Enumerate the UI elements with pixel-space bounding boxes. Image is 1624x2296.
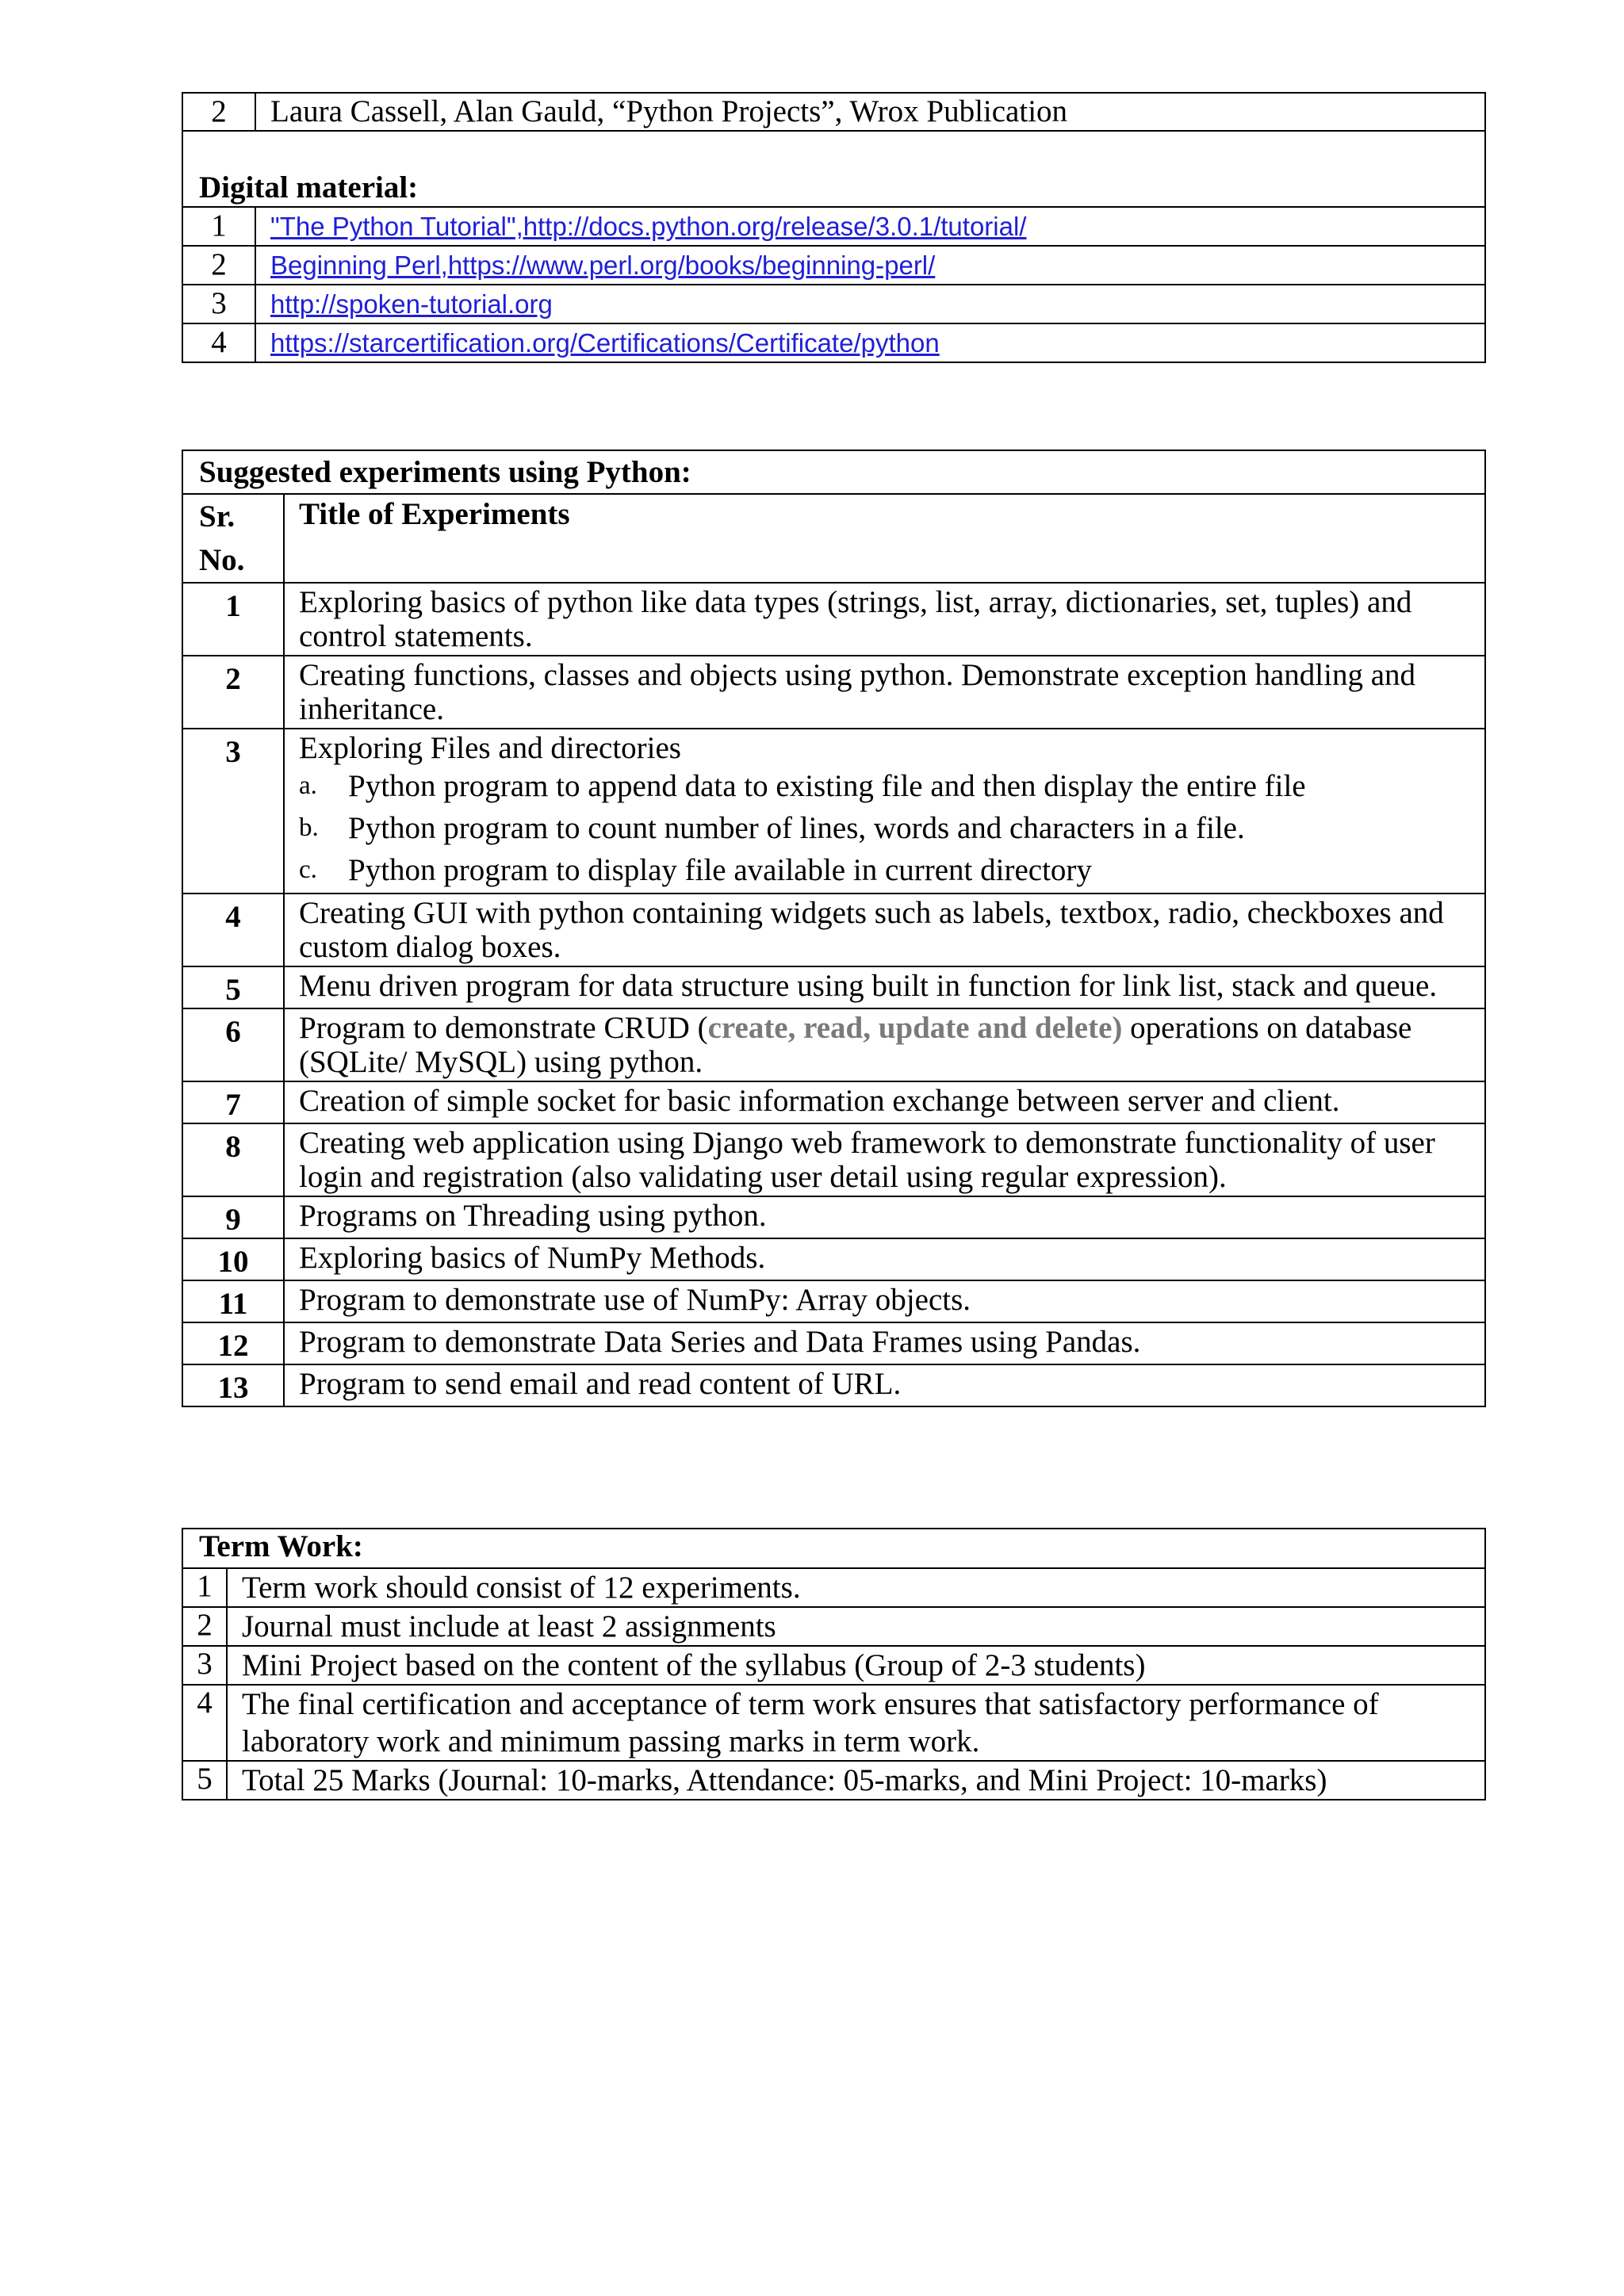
digital-material-row [182, 285, 1485, 323]
experiment-row [182, 656, 1485, 729]
experiment-title [284, 1008, 1485, 1081]
term-work-row [182, 1761, 1485, 1800]
experiment-title: Programs on Threading using python. [284, 1196, 1485, 1238]
experiment-number: 6 [182, 1008, 284, 1081]
experiment-row [182, 1196, 1485, 1238]
link-beginning-perl[interactable]: Beginning Perl,https://www.perl.org/books/beginning-perl/ [270, 251, 936, 280]
experiment-subitem [299, 765, 1470, 807]
term-work-number: 4 [182, 1685, 227, 1761]
references-table [182, 92, 1486, 363]
experiment-title: Creating web application using Django web framework to demonstrate functionality of user login and registration (also validating user detail using regular expression). [284, 1123, 1485, 1196]
experiment-number: 12 [182, 1322, 284, 1364]
subitem-text: Python program to count number of lines, words and characters in a file. [348, 811, 1245, 845]
term-work-row [182, 1646, 1485, 1685]
experiment-row [182, 1364, 1485, 1406]
experiment-number: 9 [182, 1196, 284, 1238]
link-spoken-tutorial[interactable]: http://spoken-tutorial.org [270, 289, 553, 319]
experiment-subitem [299, 849, 1470, 891]
reference-number: 2 [182, 93, 255, 131]
experiment-row [182, 1280, 1485, 1322]
experiment-title: Exploring Files and directories [299, 731, 681, 765]
experiment-title: Exploring basics of NumPy Methods. [284, 1238, 1485, 1280]
experiments-table [182, 450, 1486, 1407]
reference-text: Laura Cassell, Alan Gauld, “Python Projects”, Wrox Publication [255, 93, 1485, 131]
experiment-row [182, 583, 1485, 656]
experiment-number: 3 [182, 729, 284, 894]
link-starcertification[interactable]: https://starcertification.org/Certifications/Certificate/python [270, 328, 940, 358]
subitem-letter: b. [299, 813, 319, 842]
link-number: 2 [182, 246, 255, 285]
reference-row [182, 93, 1485, 131]
term-work-text: Journal must include at least 2 assignments [227, 1607, 1485, 1646]
digital-material-row [182, 207, 1485, 246]
term-work-heading: Term Work: [182, 1529, 1485, 1568]
experiment-number: 2 [182, 656, 284, 729]
term-work-text: Term work should consist of 12 experiments. [227, 1568, 1485, 1607]
experiment-number: 5 [182, 966, 284, 1008]
experiment-subitem [299, 807, 1470, 849]
link-number: 1 [182, 207, 255, 246]
experiments-column-header-row [182, 494, 1485, 583]
experiment-title: Program to send email and read content of URL. [284, 1364, 1485, 1406]
term-work-text: Total 25 Marks (Journal: 10-marks, Attendance: 05-marks, and Mini Project: 10-marks) [227, 1761, 1485, 1800]
term-work-number: 5 [182, 1761, 227, 1800]
experiment-row [182, 1123, 1485, 1196]
experiment-row [182, 729, 1485, 894]
experiment-row [182, 1322, 1485, 1364]
experiment-number: 11 [182, 1280, 284, 1322]
experiment-row [182, 894, 1485, 966]
digital-material-row [182, 246, 1485, 285]
term-work-number: 2 [182, 1607, 227, 1646]
experiment-row [182, 1238, 1485, 1280]
experiment-title: Creating functions, classes and objects using python. Demonstrate exception handling and inheritance. [284, 656, 1485, 729]
experiment-number: 4 [182, 894, 284, 966]
term-work-row [182, 1568, 1485, 1607]
experiment-number: 1 [182, 583, 284, 656]
digital-material-heading-row [182, 131, 1485, 207]
link-number: 4 [182, 323, 255, 362]
experiment-number: 13 [182, 1364, 284, 1406]
experiment-row [182, 966, 1485, 1008]
experiment-row [182, 1008, 1485, 1081]
experiment-title-with-subitems [284, 729, 1485, 894]
term-work-text: The final certification and acceptance of term work ensures that satisfactory performance of laboratory work and minimum passing marks in term work. [227, 1685, 1485, 1761]
term-work-row [182, 1607, 1485, 1646]
experiments-heading: Suggested experiments using Python: [182, 450, 1485, 494]
subitem-letter: a. [299, 771, 317, 800]
term-work-number: 3 [182, 1646, 227, 1685]
subitem-letter: c. [299, 855, 317, 884]
experiments-heading-row [182, 450, 1485, 494]
experiment-number: 10 [182, 1238, 284, 1280]
experiment-title: Menu driven program for data structure using built in function for link list, stack and queue. [284, 966, 1485, 1008]
experiment-number: 8 [182, 1123, 284, 1196]
link-python-tutorial[interactable]: "The Python Tutorial",http://docs.python.org/release/3.0.1/tutorial/ [270, 212, 1027, 241]
crud-text-highlight: create, read, update and delete) [707, 1011, 1123, 1045]
column-header-sr-no: Sr. No. [182, 494, 284, 583]
subitem-text: Python program to display file available in current directory [348, 853, 1092, 887]
link-number: 3 [182, 285, 255, 323]
experiment-title: Exploring basics of python like data types (strings, list, array, dictionaries, set, tuples) and control statements. [284, 583, 1485, 656]
term-work-heading-row [182, 1529, 1485, 1568]
crud-text-after: operations on database (SQLite/ MySQL) using python. [299, 1011, 1412, 1079]
digital-material-heading: Digital material: [182, 131, 1485, 207]
experiment-row [182, 1081, 1485, 1123]
term-work-row [182, 1685, 1485, 1761]
experiment-number: 7 [182, 1081, 284, 1123]
term-work-number: 1 [182, 1568, 227, 1607]
digital-material-row [182, 323, 1485, 362]
experiment-title: Program to demonstrate use of NumPy: Array objects. [284, 1280, 1485, 1322]
experiment-title: Creating GUI with python containing widgets such as labels, textbox, radio, checkboxes and custom dialog boxes. [284, 894, 1485, 966]
crud-text-before: Program to demonstrate CRUD ( [299, 1011, 708, 1045]
experiment-title: Program to demonstrate Data Series and Data Frames using Pandas. [284, 1322, 1485, 1364]
experiment-title: Creation of simple socket for basic information exchange between server and client. [284, 1081, 1485, 1123]
term-work-text: Mini Project based on the content of the syllabus (Group of 2-3 students) [227, 1646, 1485, 1685]
column-header-title: Title of Experiments [284, 494, 1485, 583]
term-work-table [182, 1528, 1486, 1800]
subitem-text: Python program to append data to existing file and then display the entire file [348, 769, 1306, 803]
